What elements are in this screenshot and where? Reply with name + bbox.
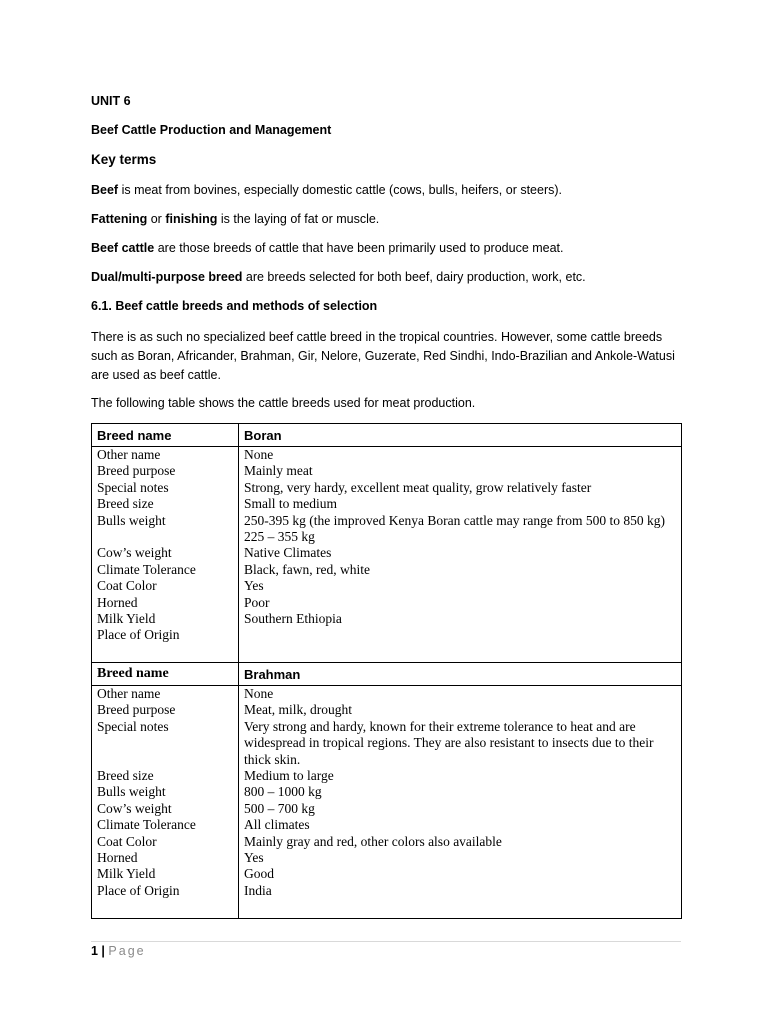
intro-paragraph: There is as such no specialized beef cattle breed in the tropical countries. However, some cattle breeds such as Boran, Africander, Brahman, Gir, Nelore, Guzerate, Red Sindhi, Indo-Brazilian and Ankole-Watusi are used as beef cattle. — [91, 330, 675, 382]
term-fattening: Fattening or finishing is the laying of fat or muscle. — [91, 212, 380, 226]
page-label: Page — [108, 944, 146, 958]
value-column: None Meat, milk, drought Very strong and hardy, known for their extreme tolerance to heat and are widespread in tropical regions. They are also resistant to insects due to their thick skin. Medium to large 800 – 1000 kg 500 – 700 kg All climates Mainly gray and red, other colors also available Yes Good India — [239, 686, 682, 919]
breed-table-boran — [91, 423, 682, 663]
page-number: 1 — [91, 944, 98, 958]
document-title: Beef Cattle Production and Management — [91, 123, 332, 137]
attribute-column: Other name Breed purpose Special notes Breed size Bulls weight Cow’s weight Climate Tolerance Coat Color Horned Milk Yield Place of Origin — [92, 447, 239, 663]
breed-name-value: Boran — [239, 424, 682, 447]
attribute-column: Other name Breed purpose Special notes Breed size Bulls weight Cow’s weight Climate Tolerance Coat Color Horned Milk Yield Place of Origin — [92, 686, 239, 919]
breed-name-label: Breed name — [92, 663, 239, 686]
page-footer — [91, 944, 146, 958]
footer-divider — [91, 941, 681, 942]
footer-separator: | — [97, 944, 109, 958]
value-column: None Mainly meat Strong, very hardy, excellent meat quality, grow relatively faster Small to medium 250-395 kg (the improved Kenya Boran cattle may range from 500 to 850 kg) 225 – 355 kg Native Climates Black, fawn, red, white Yes Poor Southern Ethiopia — [239, 447, 682, 663]
term-beef-cattle: Beef cattle are those breeds of cattle that have been primarily used to produce meat. — [91, 241, 564, 255]
key-terms-heading: Key terms — [91, 152, 157, 167]
breed-table-brahman — [91, 662, 682, 919]
breed-name-label: Breed name — [92, 424, 239, 447]
table-intro: The following table shows the cattle breeds used for meat production. — [91, 396, 476, 410]
term-beef: Beef is meat from bovines, especially domestic cattle (cows, bulls, heifers, or steers). — [91, 183, 563, 197]
unit-label: UNIT 6 — [91, 94, 131, 108]
term-dual-purpose: Dual/multi-purpose breed are breeds selected for both beef, dairy production, work, etc. — [91, 270, 586, 284]
section-heading: 6.1. Beef cattle breeds and methods of selection — [91, 299, 378, 313]
breed-name-value: Brahman — [239, 663, 682, 686]
